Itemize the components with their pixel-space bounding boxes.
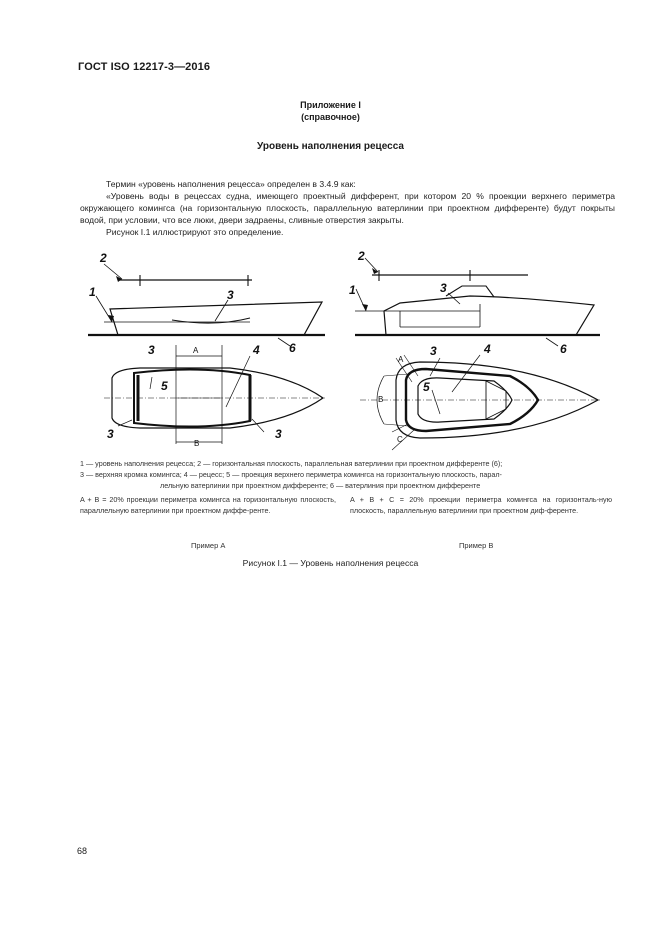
formula-example-b: A + B + C = 20% проекции периметра комингса на горизонталь-ную плоскость, параллельную ватерлинии при проектном диф-ференте. bbox=[350, 495, 612, 515]
legend-line-2: 3 — верхняя кромка комингса; 4 — рецесс; 5 — проекция верхнего периметра комингса на горизонтальную плоскость, парал- bbox=[80, 470, 502, 479]
label-3-a-left: 3 bbox=[107, 427, 114, 441]
example-a-label: Пример А bbox=[191, 541, 226, 550]
label-2-a: 2 bbox=[100, 251, 107, 265]
example-b-plan-view bbox=[360, 355, 600, 450]
label-3-a-side: 3 bbox=[227, 288, 234, 302]
dim-label-b-ex-b: B bbox=[378, 395, 384, 404]
paragraph-definition: «Уровень воды в рецессах судна, имеющего проектный дифферент, при котором 20 % проекции верхнего периметра окружающего комингса (на горизонтальную плоскость, параллельную ватерлинии при проектном дифференте) будут покрыты водой, при условии, что все люки, двери задраены, сливные отверстия закрыты. bbox=[80, 191, 615, 225]
document-header: ГОСТ ISO 12217-3—2016 bbox=[78, 61, 211, 73]
page-number: 68 bbox=[77, 846, 88, 856]
label-3-b-top: 3 bbox=[430, 344, 437, 358]
dim-label-b-ex-a: B bbox=[194, 439, 200, 448]
appendix-heading bbox=[0, 99, 661, 123]
appendix-title: Приложение I bbox=[300, 100, 361, 110]
hull-b-side bbox=[384, 296, 594, 335]
label-1-b: 1 bbox=[349, 283, 356, 297]
arrowhead bbox=[362, 304, 368, 311]
label-3-a-top: 3 bbox=[148, 343, 155, 357]
dim-label-a-ex-a: A bbox=[193, 346, 199, 355]
dim-label-a-ex-b: A bbox=[398, 355, 404, 364]
figure-legend bbox=[80, 458, 614, 491]
hull-a-side bbox=[110, 302, 322, 335]
label-4-b: 4 bbox=[484, 342, 491, 356]
figure-drawing bbox=[0, 240, 661, 460]
legend-line-1: 1 — уровень наполнения рецесса; 2 — горизонтальная плоскость, параллельная ватерлинии при проектном дифференте (6); bbox=[80, 459, 503, 468]
dim-label-c-ex-b: C bbox=[397, 435, 403, 444]
label-5-b: 5 bbox=[423, 380, 430, 394]
label-3-b-side: 3 bbox=[440, 281, 447, 295]
legend-line-3: лельную ватерлинии при проектном дифференте; 6 — ватерлиния при проектном дифференте bbox=[160, 481, 481, 490]
label-2-b: 2 bbox=[358, 249, 365, 263]
section-title: Уровень наполнения рецесса bbox=[257, 141, 404, 152]
cabin-b-side bbox=[446, 286, 494, 297]
label-1-a: 1 bbox=[89, 285, 96, 299]
formula-example-a: A + B = 20% проекции периметра комингса на горизонтальную плоскость, параллельную ватерлинии при проектном диффе-ренте. bbox=[80, 495, 336, 515]
label-4-a: 4 bbox=[253, 343, 260, 357]
paragraph-intro: Термин «уровень наполнения рецесса» определен в 3.4.9 как: bbox=[106, 179, 356, 189]
example-a-side-view bbox=[88, 264, 325, 346]
label-5-a: 5 bbox=[161, 379, 168, 393]
example-b-side-view bbox=[355, 258, 600, 346]
figure-caption: Рисунок I.1 — Уровень наполнения рецесса bbox=[242, 558, 419, 568]
example-a-plan-view bbox=[104, 345, 325, 444]
label-3-a-right: 3 bbox=[275, 427, 282, 441]
example-b-label: Пример В bbox=[459, 541, 494, 550]
body-text bbox=[80, 178, 615, 238]
appendix-subtitle: (справочное) bbox=[301, 112, 360, 122]
paragraph-figure-ref: Рисунок I.1 иллюстрируют это определение. bbox=[106, 227, 284, 237]
label-6-a: 6 bbox=[289, 341, 296, 355]
label-6-b: 6 bbox=[560, 342, 567, 356]
